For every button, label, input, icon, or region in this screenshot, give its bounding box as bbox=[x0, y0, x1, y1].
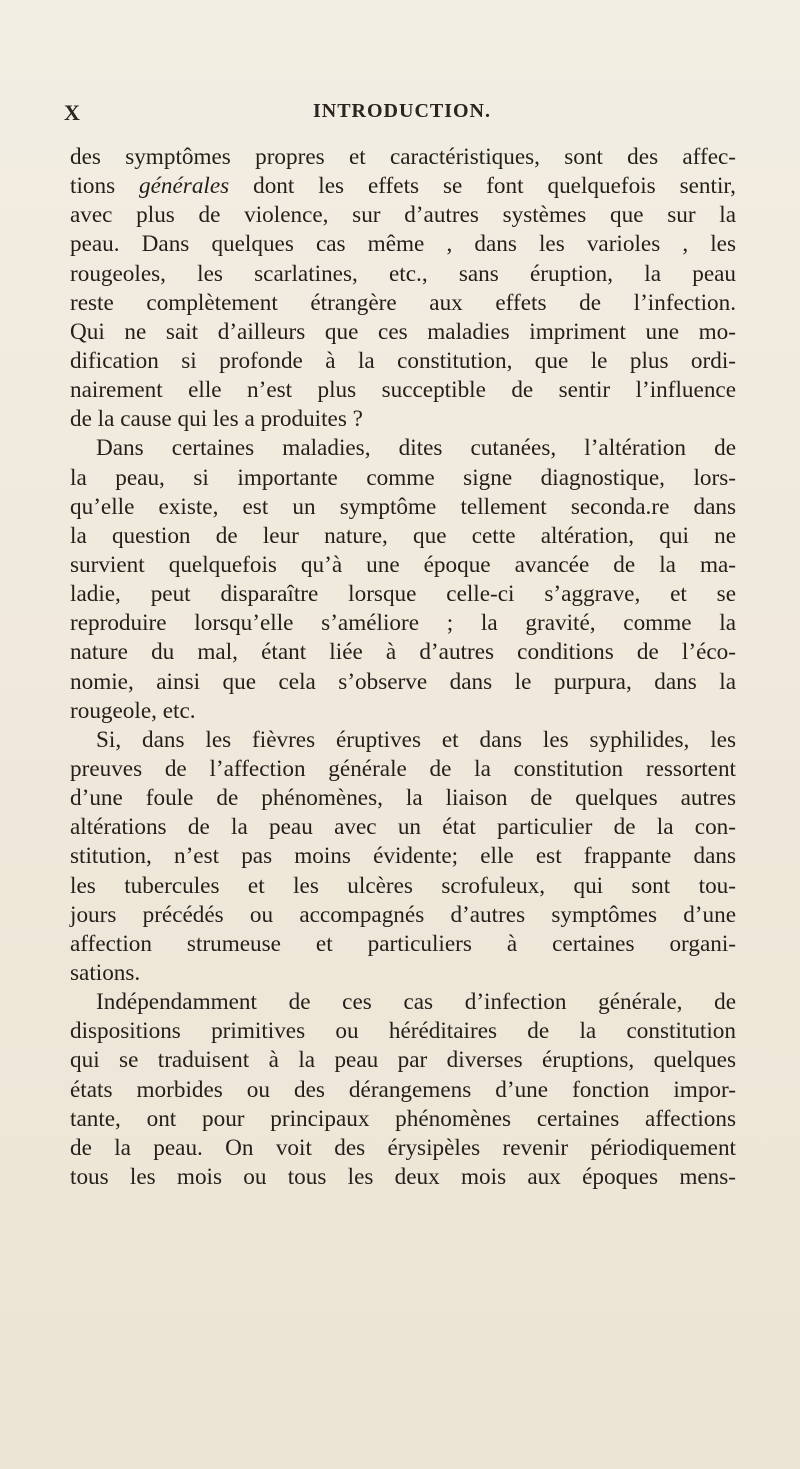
text-line: tous les mois ou tous les deux mois aux époques mens- bbox=[70, 1163, 736, 1190]
text-line: les tubercules et les ulcères scrofuleux, qui sont tou- bbox=[70, 872, 736, 899]
text-line: peau. Dans quelques cas même , dans les varioles , les bbox=[70, 231, 736, 258]
text-line: des symptômes propres et caractéristiques, sont des affec- bbox=[70, 144, 736, 170]
page-header bbox=[64, 100, 740, 130]
text-line: ladie, peut disparaître lorsque celle-ci s’aggrave, et se bbox=[70, 581, 736, 608]
text-line: la peau, si importante comme signe diagnostique, lors- bbox=[70, 464, 736, 491]
text-segment: dont les effets se font quelquefois sentir, bbox=[229, 173, 736, 200]
text-line: rougeole, etc. bbox=[70, 697, 196, 724]
text-line: nature du mal, étant liée à d’autres conditions de l’éco- bbox=[70, 639, 736, 666]
text-line: dispositions primitives ou héréditaires de la constitution bbox=[70, 1018, 736, 1045]
text-line: qu’elle existe, est un symptôme tellement seconda.re dans bbox=[70, 493, 736, 520]
text-line: jours précédés ou accompagnés d’autres symptômes d’une bbox=[70, 901, 736, 928]
text-line: Si, dans les fièvres éruptives et dans les syphilides, les bbox=[96, 726, 736, 753]
page-number: X bbox=[64, 100, 80, 125]
text-line: dification si profonde à la constitution, que le plus ordi- bbox=[70, 347, 736, 374]
text-line: de la cause qui les a produites ? bbox=[70, 406, 363, 433]
text-line: survient quelquefois qu’à une époque avancée de la ma- bbox=[70, 551, 736, 578]
text-segment: tions bbox=[70, 173, 140, 200]
body-text bbox=[70, 143, 736, 1192]
text-line: reste complètement étrangère aux effets de l’infection. bbox=[70, 289, 736, 316]
text-line: d’une foule de phénomènes, la liaison de quelques autres bbox=[70, 785, 736, 812]
italic-word: générales bbox=[139, 173, 230, 200]
text-line: sations. bbox=[70, 959, 141, 986]
text-line: de la peau. On voit des érysipèles revenir périodiquement bbox=[70, 1134, 736, 1161]
text-line: tante, ont pour principaux phénomènes certaines affections bbox=[70, 1105, 736, 1132]
text-line: nomie, ainsi que cela s’observe dans le purpura, dans la bbox=[70, 668, 736, 695]
text-line: qui se traduisent à la peau par diverses éruptions, quelques bbox=[70, 1047, 736, 1074]
text-line: altérations de la peau avec un état particulier de la con- bbox=[70, 814, 736, 841]
text-line: la question de leur nature, que cette altération, qui ne bbox=[70, 522, 736, 549]
text-line: reproduire lorsqu’elle s’améliore ; la gravité, comme la bbox=[70, 610, 736, 637]
text-line: affection strumeuse et particuliers à certaines organi- bbox=[70, 930, 736, 957]
text-line: Indépendamment de ces cas d’infection générale, de bbox=[96, 989, 736, 1016]
text-line: preuves de l’affection générale de la constitution ressortent bbox=[70, 755, 736, 782]
text-line: rougeoles, les scarlatines, etc., sans éruption, la peau bbox=[70, 260, 736, 287]
text-line: stitution, n’est pas moins évidente; elle est frappante dans bbox=[70, 843, 736, 870]
text-line: états morbides ou des dérangemens d’une fonction impor- bbox=[70, 1076, 736, 1103]
text-line: nairement elle n’est plus succeptible de sentir l’influence bbox=[70, 377, 736, 404]
text-line bbox=[70, 172, 736, 201]
running-head: INTRODUCTION. bbox=[312, 100, 492, 122]
text-line: Qui ne sait d’ailleurs que ces maladies impriment une mo- bbox=[70, 318, 736, 345]
text-line: avec plus de violence, sur d’autres systèmes que sur la bbox=[70, 202, 736, 229]
text-line: Dans certaines maladies, dites cutanées, l’altération de bbox=[96, 435, 736, 462]
